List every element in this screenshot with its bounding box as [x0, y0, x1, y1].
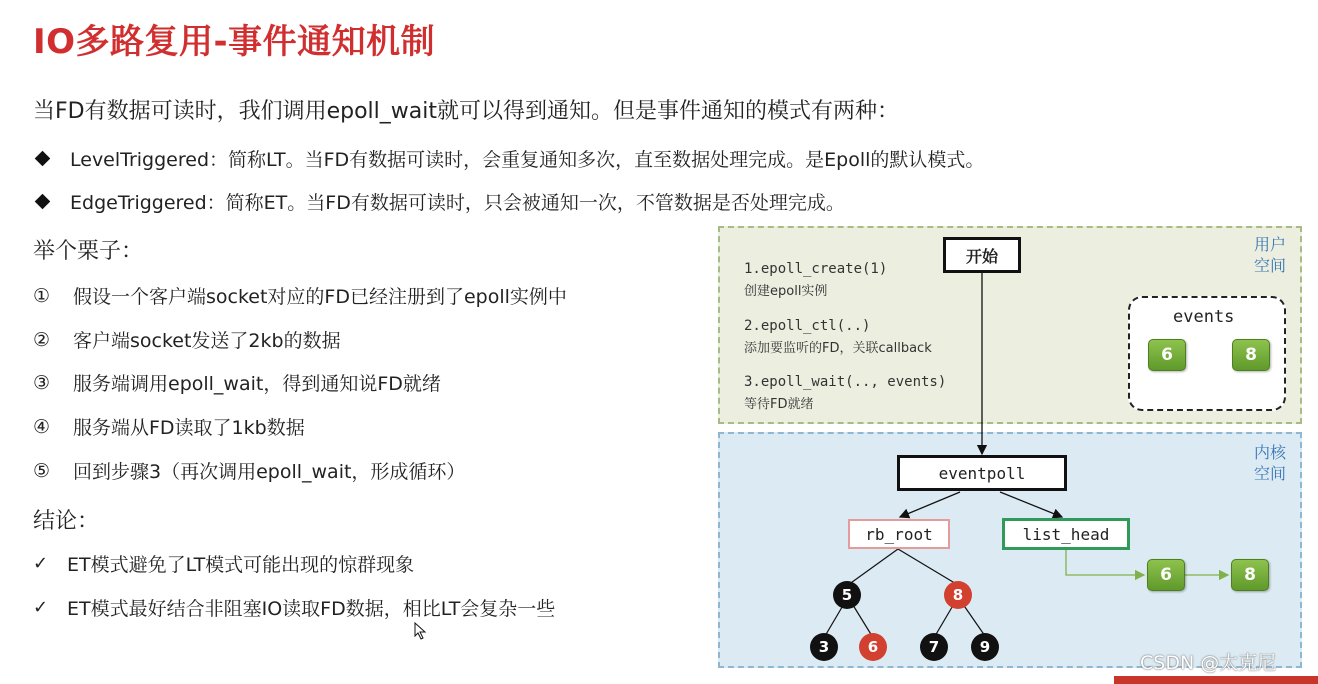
tree-edge: [898, 549, 958, 585]
code-desc-wait: 等待FD就绪: [744, 397, 814, 412]
page-title: IO多路复用-事件通知机制: [33, 22, 436, 62]
intro-text: 当FD有数据可读时，我们调用epoll_wait就可以得到通知。但是事件通知的模式有两种：: [33, 99, 899, 124]
start-box: 开始: [943, 237, 1021, 273]
rb-root-box: rb_root: [848, 519, 950, 549]
tree-node: 5: [833, 581, 861, 609]
corner-banner: [1114, 676, 1318, 684]
code-call-ctl: 2.epoll_ctl(..): [744, 318, 871, 334]
tree-node: 6: [859, 633, 887, 661]
step-text: 服务端调用epoll_wait，得到通知说FD就绪: [73, 373, 441, 395]
tree-node: 7: [920, 633, 948, 661]
list-item: 8: [1231, 559, 1269, 591]
events-item: 8: [1232, 339, 1270, 371]
checkmark-icon: ✓: [33, 553, 49, 574]
eventpoll-box: eventpoll: [897, 455, 1067, 491]
code-desc-create: 创建epoll实例: [744, 284, 828, 299]
step-number: ④: [33, 415, 51, 438]
mouse-cursor-icon: [414, 622, 428, 640]
listhead-to-item-arrow: [1066, 548, 1144, 575]
step-number: ②: [33, 328, 51, 351]
watermark: CSDN @太克尼: [1140, 652, 1277, 674]
events-item: 6: [1148, 339, 1186, 371]
eventpoll-to-rbroot-arrow: [900, 492, 960, 517]
tree-node: 8: [944, 581, 972, 609]
conclusion-text: ET模式避免了LT模式可能出现的惊群现象: [67, 554, 415, 576]
conclusion-text: ET模式最好结合非阻塞IO读取FD数据，相比LT会复杂一些: [67, 598, 556, 620]
list-item: 6: [1147, 559, 1185, 591]
step-number: ①: [33, 284, 51, 307]
mode-text: EdgeTriggered：简称ET。当FD有数据可读时，只会被通知一次，不管数据是否处理完成。: [70, 192, 845, 214]
eventpoll-to-listhead-arrow: [1000, 492, 1062, 517]
step-text: 客户端socket发送了2kb的数据: [73, 330, 341, 352]
step-text: 服务端从FD读取了1kb数据: [73, 417, 305, 439]
step-text: 回到步骤3（再次调用epoll_wait，形成循环）: [73, 461, 466, 483]
conclusion-heading: 结论：: [33, 509, 100, 534]
events-label: events: [1173, 307, 1235, 327]
step-text: 假设一个客户端socket对应的FD已经注册到了epoll实例中: [73, 286, 567, 308]
tree-node: 3: [810, 633, 838, 661]
code-call-wait: 3.epoll_wait(.., events): [744, 374, 947, 390]
mode-text: LevelTriggered：简称LT。当FD有数据可读时，会重复通知多次，直至数据处理完成。是Epoll的默认模式。: [70, 149, 985, 171]
kernel-space-label: 内核 空间: [1254, 443, 1287, 483]
user-space-label: 用户 空间: [1254, 235, 1287, 275]
list-head-box: list_head: [1002, 518, 1130, 550]
step-number: ③: [33, 371, 51, 394]
checkmark-icon: ✓: [33, 597, 49, 618]
code-desc-ctl: 添加要监听的FD，关联callback: [744, 341, 932, 356]
example-heading: 举个栗子：: [33, 239, 144, 264]
tree-node: 9: [971, 633, 999, 661]
code-call-create: 1.epoll_create(1): [744, 261, 888, 277]
step-number: ⑤: [33, 459, 51, 482]
tree-edge: [848, 549, 898, 585]
